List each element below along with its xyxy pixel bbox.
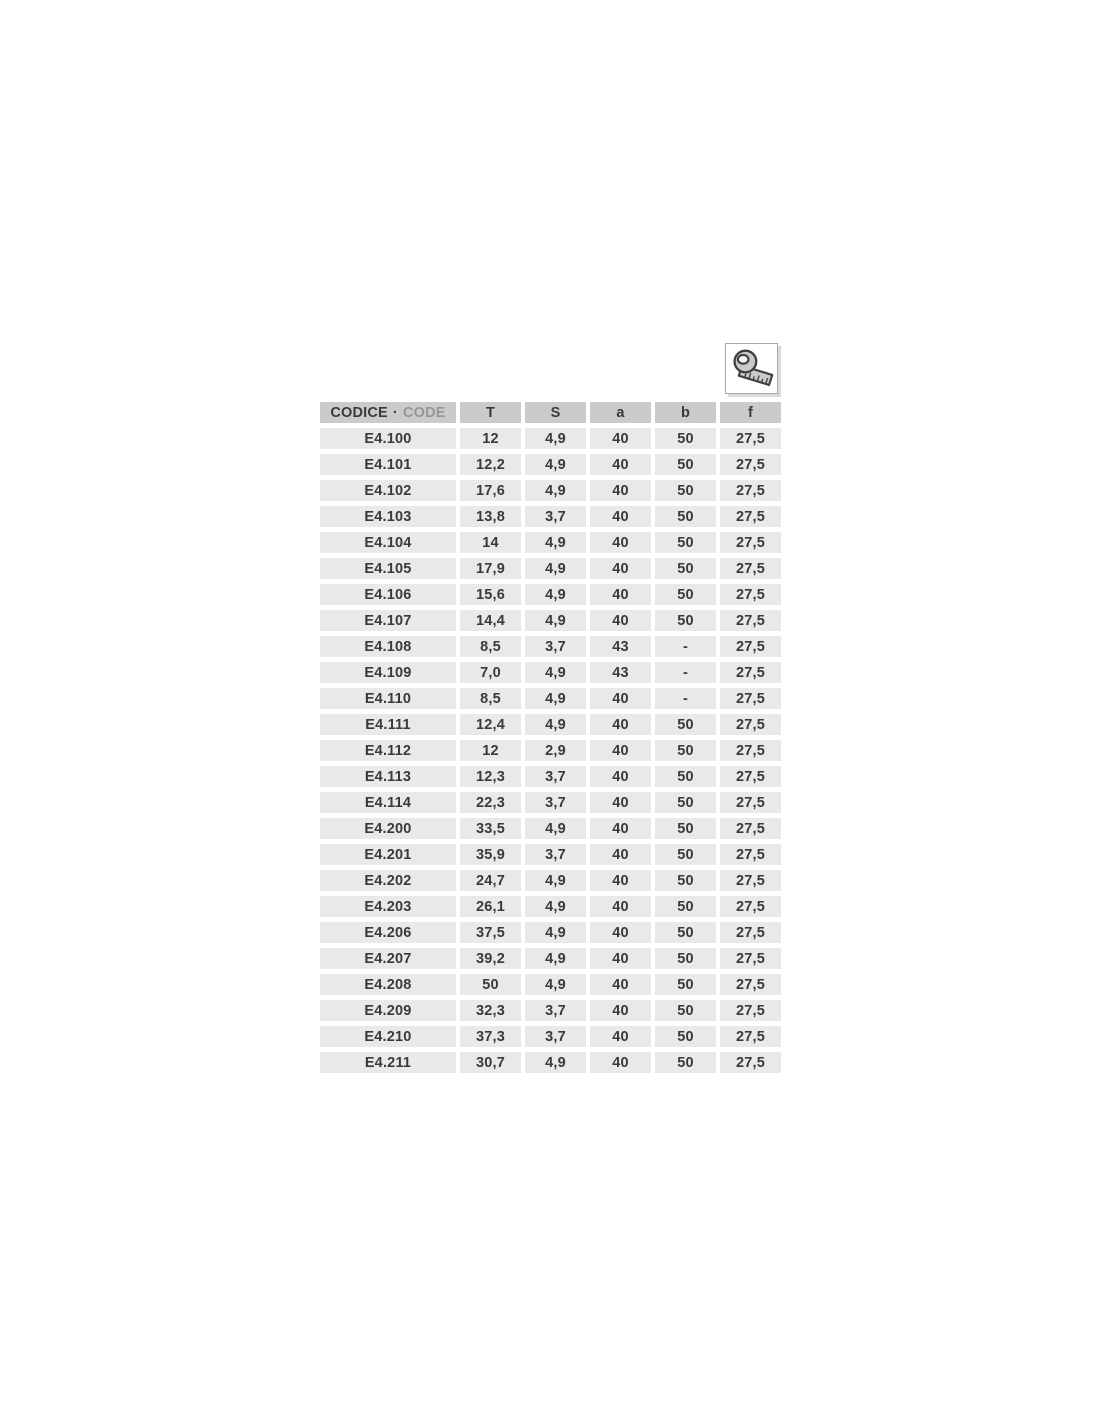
cell-f: 27,5	[720, 1052, 781, 1073]
cell-f: 27,5	[720, 896, 781, 917]
cell-b: 50	[655, 1000, 716, 1021]
cell-a: 40	[590, 870, 651, 891]
cell-a: 40	[590, 610, 651, 631]
cell-a: 40	[590, 714, 651, 735]
cell-f: 27,5	[720, 1000, 781, 1021]
cell-T: 22,3	[460, 792, 521, 813]
cell-f: 27,5	[720, 922, 781, 943]
cell-code: E4.110	[320, 688, 456, 709]
measuring-tape-icon	[729, 347, 775, 391]
cell-S: 4,9	[525, 610, 586, 631]
cell-f: 27,5	[720, 506, 781, 527]
cell-b: 50	[655, 844, 716, 865]
cell-T: 37,3	[460, 1026, 521, 1047]
cell-b: 50	[655, 532, 716, 553]
cell-code: E4.104	[320, 532, 456, 553]
cell-f: 27,5	[720, 740, 781, 761]
cell-a: 40	[590, 428, 651, 449]
cell-code: E4.208	[320, 974, 456, 995]
cell-code: E4.103	[320, 506, 456, 527]
cell-f: 27,5	[720, 766, 781, 787]
column-header-T: T	[460, 402, 521, 423]
cell-a: 40	[590, 532, 651, 553]
header-code-primary: CODICE	[330, 404, 388, 421]
cell-code: E4.202	[320, 870, 456, 891]
cell-a: 40	[590, 818, 651, 839]
header-code-separator: ·	[392, 404, 398, 421]
cell-a: 40	[590, 766, 651, 787]
cell-b: 50	[655, 506, 716, 527]
cell-code: E4.112	[320, 740, 456, 761]
cell-f: 27,5	[720, 714, 781, 735]
cell-S: 3,7	[525, 506, 586, 527]
cell-b: 50	[655, 818, 716, 839]
cell-f: 27,5	[720, 558, 781, 579]
cell-code: E4.109	[320, 662, 456, 683]
cell-T: 17,9	[460, 558, 521, 579]
cell-b: 50	[655, 766, 716, 787]
cell-code: E4.101	[320, 454, 456, 475]
cell-b: -	[655, 636, 716, 657]
cell-f: 27,5	[720, 662, 781, 683]
cell-code: E4.100	[320, 428, 456, 449]
cell-code: E4.111	[320, 714, 456, 735]
cell-a: 40	[590, 480, 651, 501]
cell-S: 3,7	[525, 1000, 586, 1021]
cell-a: 40	[590, 844, 651, 865]
cell-b: 50	[655, 740, 716, 761]
cell-T: 32,3	[460, 1000, 521, 1021]
cell-f: 27,5	[720, 792, 781, 813]
cell-T: 12	[460, 740, 521, 761]
cell-S: 3,7	[525, 792, 586, 813]
cell-code: E4.206	[320, 922, 456, 943]
cell-f: 27,5	[720, 948, 781, 969]
cell-T: 7,0	[460, 662, 521, 683]
cell-a: 43	[590, 636, 651, 657]
measuring-tape-icon-box	[725, 343, 778, 394]
cell-S: 4,9	[525, 428, 586, 449]
cell-code: E4.209	[320, 1000, 456, 1021]
cell-b: 50	[655, 974, 716, 995]
cell-code: E4.114	[320, 792, 456, 813]
cell-a: 40	[590, 558, 651, 579]
cell-code: E4.105	[320, 558, 456, 579]
cell-S: 3,7	[525, 1026, 586, 1047]
cell-S: 4,9	[525, 818, 586, 839]
cell-code: E4.201	[320, 844, 456, 865]
cell-f: 27,5	[720, 610, 781, 631]
cell-T: 15,6	[460, 584, 521, 605]
cell-f: 27,5	[720, 870, 781, 891]
cell-S: 4,9	[525, 1052, 586, 1073]
cell-T: 17,6	[460, 480, 521, 501]
cell-S: 4,9	[525, 558, 586, 579]
cell-S: 4,9	[525, 922, 586, 943]
cell-b: 50	[655, 792, 716, 813]
cell-a: 40	[590, 584, 651, 605]
column-header-b: b	[655, 402, 716, 423]
cell-S: 3,7	[525, 844, 586, 865]
cell-f: 27,5	[720, 844, 781, 865]
cell-T: 13,8	[460, 506, 521, 527]
cell-code: E4.102	[320, 480, 456, 501]
cell-f: 27,5	[720, 974, 781, 995]
cell-a: 40	[590, 1000, 651, 1021]
cell-f: 27,5	[720, 584, 781, 605]
cell-S: 4,9	[525, 584, 586, 605]
cell-T: 12,3	[460, 766, 521, 787]
column-header-S: S	[525, 402, 586, 423]
cell-a: 40	[590, 896, 651, 917]
cell-b: 50	[655, 948, 716, 969]
cell-T: 24,7	[460, 870, 521, 891]
cell-b: 50	[655, 610, 716, 631]
cell-T: 33,5	[460, 818, 521, 839]
cell-S: 3,7	[525, 766, 586, 787]
cell-code: E4.200	[320, 818, 456, 839]
cell-S: 4,9	[525, 896, 586, 917]
cell-b: 50	[655, 714, 716, 735]
cell-S: 4,9	[525, 532, 586, 553]
cell-f: 27,5	[720, 428, 781, 449]
cell-code: E4.108	[320, 636, 456, 657]
cell-a: 40	[590, 454, 651, 475]
cell-b: 50	[655, 558, 716, 579]
cell-T: 14	[460, 532, 521, 553]
cell-b: 50	[655, 922, 716, 943]
cell-S: 4,9	[525, 714, 586, 735]
cell-T: 26,1	[460, 896, 521, 917]
column-header-code	[320, 402, 456, 423]
cell-a: 40	[590, 506, 651, 527]
cell-f: 27,5	[720, 818, 781, 839]
cell-a: 40	[590, 922, 651, 943]
cell-a: 40	[590, 792, 651, 813]
cell-b: 50	[655, 1026, 716, 1047]
cell-T: 8,5	[460, 636, 521, 657]
spec-table	[320, 402, 781, 1073]
cell-a: 43	[590, 662, 651, 683]
cell-b: 50	[655, 428, 716, 449]
header-code-secondary: CODE	[402, 404, 446, 421]
cell-T: 8,5	[460, 688, 521, 709]
cell-f: 27,5	[720, 480, 781, 501]
cell-code: E4.106	[320, 584, 456, 605]
cell-T: 12,4	[460, 714, 521, 735]
cell-a: 40	[590, 740, 651, 761]
cell-T: 50	[460, 974, 521, 995]
cell-b: 50	[655, 1052, 716, 1073]
cell-b: 50	[655, 896, 716, 917]
cell-b: -	[655, 662, 716, 683]
cell-S: 2,9	[525, 740, 586, 761]
column-header-a: a	[590, 402, 651, 423]
cell-S: 4,9	[525, 948, 586, 969]
cell-b: 50	[655, 480, 716, 501]
cell-S: 4,9	[525, 662, 586, 683]
cell-code: E4.210	[320, 1026, 456, 1047]
cell-S: 4,9	[525, 454, 586, 475]
cell-f: 27,5	[720, 688, 781, 709]
cell-code: E4.113	[320, 766, 456, 787]
cell-b: 50	[655, 584, 716, 605]
cell-S: 3,7	[525, 636, 586, 657]
cell-a: 40	[590, 1052, 651, 1073]
cell-f: 27,5	[720, 1026, 781, 1047]
cell-b: 50	[655, 454, 716, 475]
cell-a: 40	[590, 974, 651, 995]
cell-S: 4,9	[525, 480, 586, 501]
cell-T: 39,2	[460, 948, 521, 969]
cell-S: 4,9	[525, 974, 586, 995]
cell-f: 27,5	[720, 454, 781, 475]
cell-T: 14,4	[460, 610, 521, 631]
cell-T: 37,5	[460, 922, 521, 943]
cell-code: E4.207	[320, 948, 456, 969]
cell-code: E4.107	[320, 610, 456, 631]
cell-f: 27,5	[720, 636, 781, 657]
column-header-f: f	[720, 402, 781, 423]
cell-T: 12,2	[460, 454, 521, 475]
cell-a: 40	[590, 1026, 651, 1047]
cell-a: 40	[590, 688, 651, 709]
cell-T: 12	[460, 428, 521, 449]
cell-f: 27,5	[720, 532, 781, 553]
cell-code: E4.211	[320, 1052, 456, 1073]
cell-T: 30,7	[460, 1052, 521, 1073]
cell-S: 4,9	[525, 688, 586, 709]
cell-S: 4,9	[525, 870, 586, 891]
cell-b: -	[655, 688, 716, 709]
cell-T: 35,9	[460, 844, 521, 865]
cell-b: 50	[655, 870, 716, 891]
cell-code: E4.203	[320, 896, 456, 917]
cell-a: 40	[590, 948, 651, 969]
